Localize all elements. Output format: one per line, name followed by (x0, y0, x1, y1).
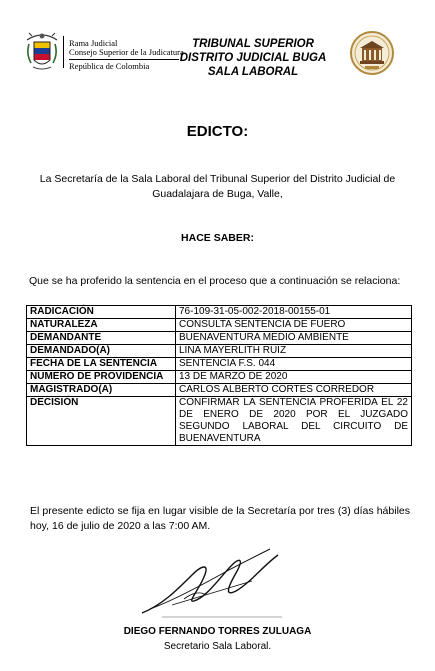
row-label: NATURALEZA (27, 319, 176, 332)
court-name (178, 37, 328, 79)
row-label: RADICACIÓN (27, 306, 176, 319)
table-row (27, 384, 412, 397)
row-label: MAGISTRADO(A) (27, 384, 176, 397)
table-row (27, 332, 412, 345)
logo-separator (63, 36, 64, 68)
row-label: DECISIÓN (27, 397, 176, 446)
posting-notice: El presente edicto se fija en lugar visible de la Secretaría por tres (3) días hábiles hoy, 16 de julio de 2020 a las 7:00 AM. (30, 505, 410, 532)
entity-divider (69, 59, 179, 60)
table-row (27, 371, 412, 384)
row-value: SENTENCIA F.S. 044 (176, 358, 412, 371)
document-title: EDICTO: (186, 123, 249, 140)
row-value: 13 DE MARZO DE 2020 (176, 371, 412, 384)
entity-line-2: Consejo Superior de la Judicatura (69, 47, 184, 57)
court-line-1: TRIBUNAL SUPERIOR (192, 38, 314, 50)
table-row (27, 345, 412, 358)
case-details-table (26, 305, 412, 446)
entity-line-1: Rama Judicial (69, 38, 118, 48)
court-line-2: DISTRITO JUDICIAL BUGA (179, 52, 327, 64)
signer-name: DIEGO FERNANDO TORRES ZULUAGA (123, 626, 312, 637)
handwritten-signature-icon (132, 535, 302, 625)
document-header (0, 0, 435, 100)
rama-judicial-logo (23, 30, 183, 78)
row-label: DEMANDANTE (27, 332, 176, 345)
row-value: BUENAVENTURA MEDIO AMBIENTE (176, 332, 412, 345)
table-row (27, 358, 412, 371)
row-value: 76-109-31-05-002-2018-00155-01 (176, 306, 412, 319)
row-label: NUMERO DE PROVIDENCIA (27, 371, 176, 384)
table-row (27, 306, 412, 319)
palace-seal-icon (349, 30, 395, 76)
lead-paragraph: Que se ha proferido la sentencia en el proceso que a continuación se relaciona: (29, 275, 401, 287)
entity-line-3: República de Colombia (69, 61, 150, 71)
row-label: DEMANDADO(A) (27, 345, 176, 358)
intro-paragraph: La Secretaría de la Sala Laboral del Tribunal Superior del Distrito Judicial de Guadalajara de Buga, Valle, (39, 173, 396, 200)
row-value: CONFIRMAR LA SENTENCIA PROFERIDA EL 22 DE ENERO DE 2020 POR EL JUZGADO SEGUNDO LABORAL DEL CIRCUITO DE BUENAVENTURA (176, 397, 412, 446)
coat-of-arms-icon (23, 30, 61, 74)
row-value: CONSULTA SENTENCIA DE FUERO (176, 319, 412, 332)
hace-saber-heading: HACE SABER: (181, 232, 254, 244)
row-value: LINA MAYERLITH RUIZ (176, 345, 412, 358)
table-row (27, 319, 412, 332)
row-label: FECHA DE LA SENTENCIA (27, 358, 176, 371)
row-value: CARLOS ALBERTO CORTES CORREDOR (176, 384, 412, 397)
table-row (27, 397, 412, 446)
court-line-3: SALA LABORAL (207, 66, 299, 78)
signer-role: Secretario Sala Laboral. (163, 641, 272, 652)
